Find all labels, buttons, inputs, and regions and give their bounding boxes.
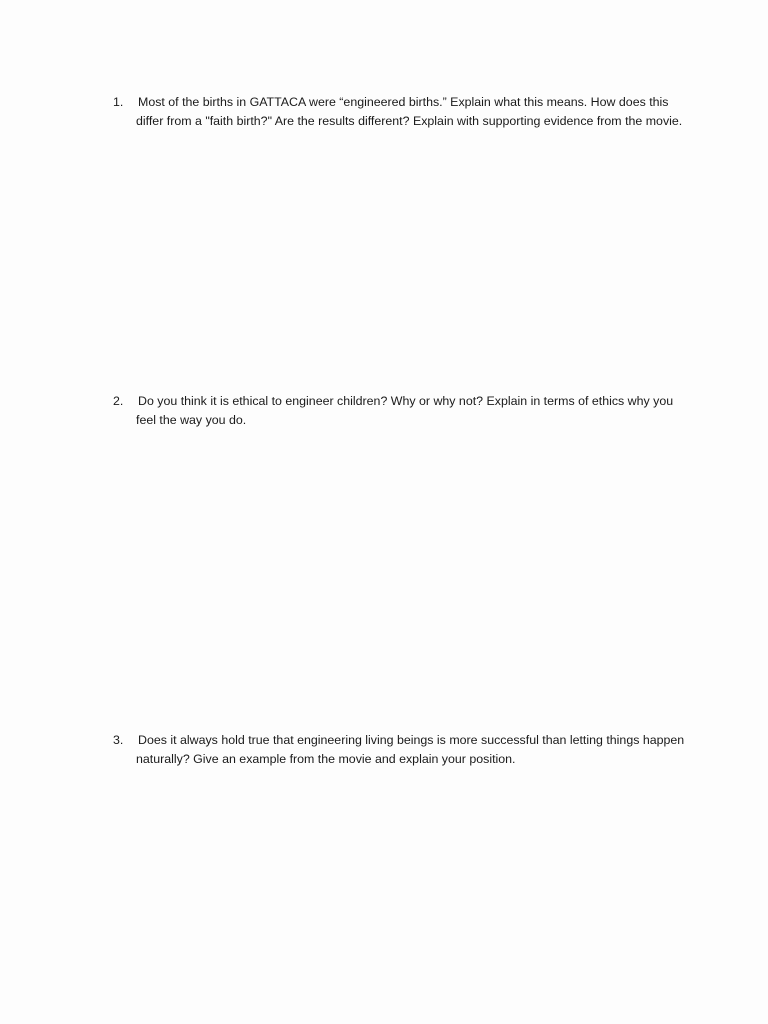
question-number: 3.: [113, 733, 124, 747]
question-text: Most of the births in GATTACA were “engineered births.” Explain what this means. How does this differ from a "faith birth?" Are the results different? Explain with supporting evidence from the movie.: [136, 95, 683, 128]
question-number: 2.: [113, 394, 124, 408]
question-1: [113, 93, 693, 130]
question-text: Does it always hold true that engineering living beings is more successful than letting things happen naturally? Give an example from the movie and explain your position.: [136, 733, 685, 766]
question-text: Do you think it is ethical to engineer children? Why or why not? Explain in terms of ethics why you feel the way you do.: [136, 394, 674, 427]
question-number: 1.: [113, 95, 124, 109]
question-3: [113, 731, 693, 768]
question-2: [113, 392, 693, 429]
